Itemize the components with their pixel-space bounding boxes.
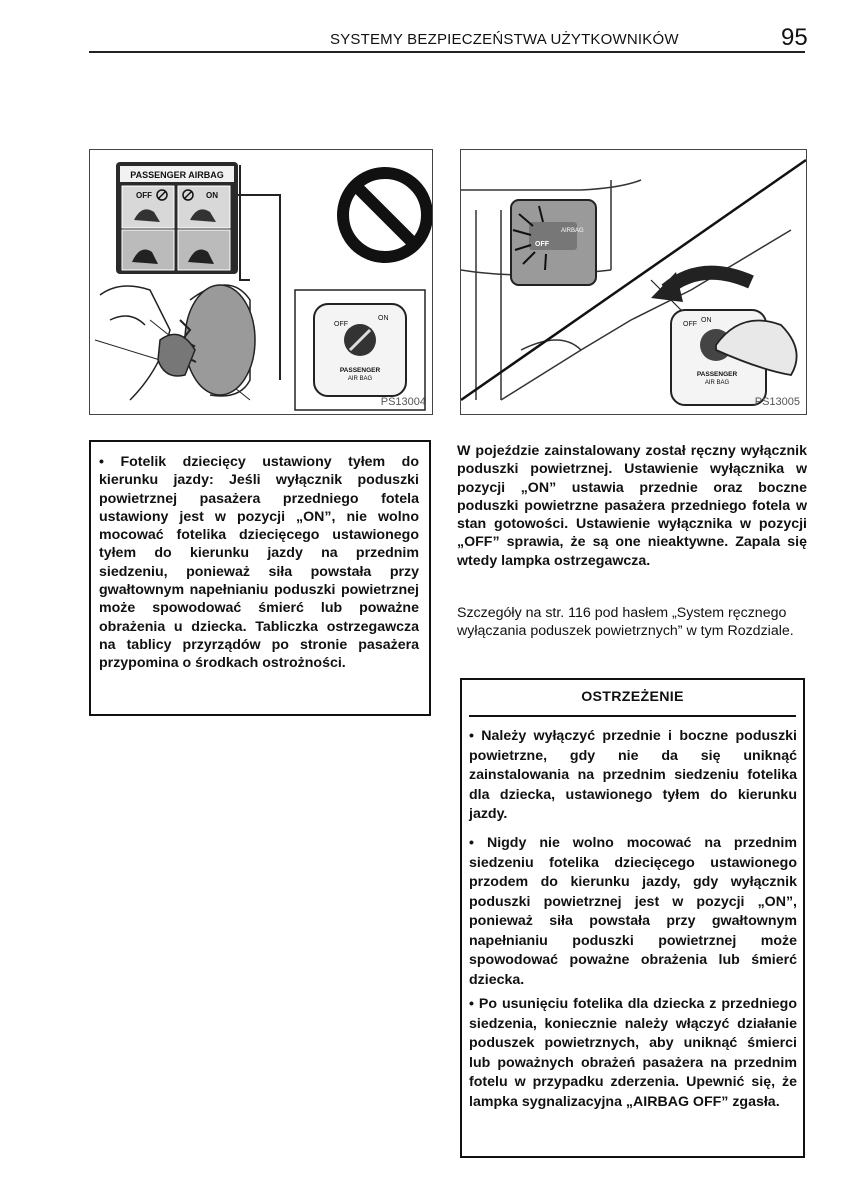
lamp-text-airbag: AIRBAG — [561, 228, 584, 234]
switch-caption-line1: PASSENGER — [696, 371, 738, 378]
label-on-text: ON — [206, 191, 218, 200]
switch-caption-line2: AIR BAG — [347, 376, 373, 382]
switch-on-label: ON — [701, 317, 712, 324]
reference-paragraph: Szczegóły na str. 116 pod hasłem „System ręcznego wyłączania poduszek powietrznych” w tym Rozdziale. — [457, 605, 794, 640]
lamp-text-off: OFF — [535, 241, 549, 248]
inflated-airbag-shape — [185, 285, 255, 395]
warning-item: • Należy wyłączyć przednie i boczne poduszki powietrzne, gdy nie da się uniknąć zainstalowania na przednim siedzeniu fotelika dla dziecka, ustawionego tyłem do kierunku jazdy. — [469, 728, 797, 822]
switch-description-paragraph: W pojeździe zainstalowany został ręczny wyłącznik poduszki powietrznej. Ustawienie wyłącznika w pozycji „ON” ustawia przednie oraz boczne poduszki powietrzne pasażera przedniego fotela w stan gotowości. Ustawienie wyłącznika w pozycji „OFF” sprawia, że są one nieaktywne. Zapala się wtedy lampka ostrzegawcza. — [457, 443, 807, 569]
figure-airbag-switch — [460, 149, 807, 415]
child-seat-note-box — [89, 440, 431, 716]
child-seat-note-text: • Fotelik dziecięcy ustawiony tyłem do kierunku jazdy: Jeśli wyłącznik poduszki powietrznej pasażera przedniego fotela ustawiony jest w pozycji „ON”, nie wolno mocować fotelika dziecięcego ustawionego tyłem do kierunku jazdy na przednim siedzeniu, ponieważ siła powstała przy gwałtownym napełnianiu poduszki powietrznej może spowodować śmierć lub poważne obrażenia u dziecka. Tabliczka ostrzegawcza na tablicy przyrządów po stronie pasażera przypomina o środkach ostrożności. — [99, 454, 419, 672]
airbag-label-panel — [116, 162, 238, 274]
figure-code: PS13005 — [754, 396, 800, 408]
airbag-warning-illustration — [90, 150, 432, 414]
warning-item: • Po usunięciu fotelika dla dziecka z przedniego siedzenia, koniecznie należy włączyć działanie poduszek powietrznych, aby uniknąć śmierci lub poważnych obrażeń pasażera na przednim fotelu w przypadku zderzenia. Upewnić się, że lampka sygnalizacyjna „AIRBAG OFF” zgasła. — [469, 996, 797, 1110]
section-title: SYSTEMY BEZPIECZEŃSTWA UŻYTKOWNIKÓW — [330, 31, 679, 48]
label-off-text: OFF — [136, 191, 152, 200]
switch-off-label: OFF — [334, 321, 348, 328]
prohibition-sign-icon — [343, 173, 427, 257]
warning-item: • Nigdy nie wolno mocować na przednim siedzeniu fotelika dziecięcego ustawionego przodem do kierunku jazdy, gdy wyłącznik poduszki powietrznej jest w pozycji „ON”, ponieważ siła powstała przy gwałtownym napełnianiu poduszki powietrznej może spowodować poważne obrażenia lub śmierć dziecka. — [469, 835, 797, 988]
warning-title-rule — [469, 715, 796, 717]
figure-airbag-warning — [89, 149, 433, 415]
airbag-switch-inset — [295, 290, 425, 410]
warning-title: OSTRZEŻENIE — [581, 689, 684, 705]
page-number: 95 — [781, 24, 808, 51]
switch-on-label: ON — [378, 315, 389, 322]
header-rule — [89, 51, 805, 53]
switch-off-label: OFF — [683, 321, 697, 328]
label-panel-title: PASSENGER AIRBAG — [130, 170, 224, 180]
airbag-off-lamp — [511, 200, 596, 285]
figure-code: PS13004 — [380, 396, 426, 408]
warning-box — [460, 678, 805, 1158]
switch-caption-line2: AIR BAG — [704, 380, 730, 386]
switch-caption-line1: PASSENGER — [339, 367, 381, 374]
airbag-switch-illustration — [461, 150, 806, 414]
